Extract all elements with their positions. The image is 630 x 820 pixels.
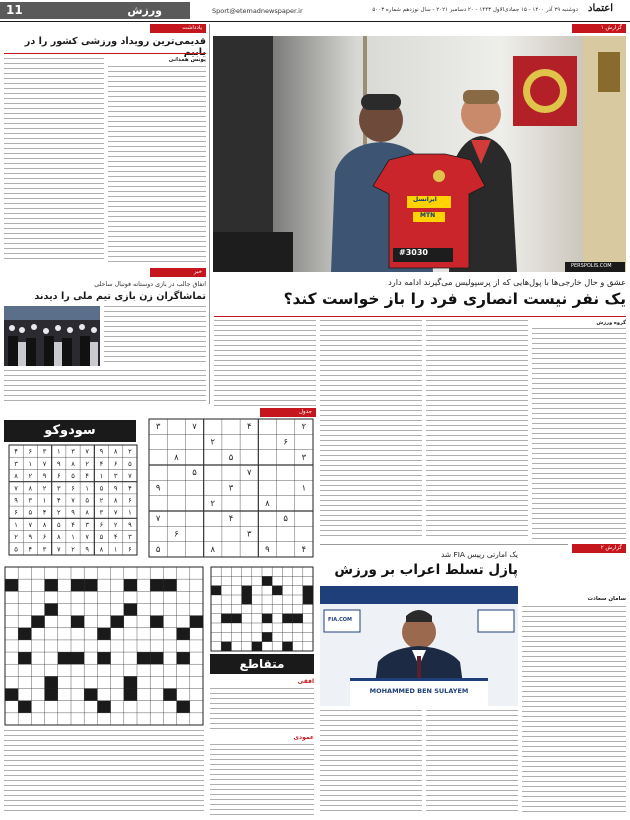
sudoku-digit: ۶ bbox=[56, 472, 61, 481]
main-body-col-4 bbox=[214, 320, 316, 406]
sudoku-digit: ۹ bbox=[85, 545, 90, 554]
sudoku-digit: ۷ bbox=[113, 508, 118, 517]
news-kicker: اتفاق جالب در بازی دوستانه فوتبال ساحلی bbox=[94, 281, 206, 288]
sudoku-digit: ۳ bbox=[14, 459, 18, 468]
sudoku-digit: ۴ bbox=[28, 545, 33, 554]
second-body-col-b bbox=[320, 710, 422, 814]
sudoku-digit: ۱ bbox=[113, 545, 118, 554]
crossword-black-cell bbox=[190, 616, 203, 628]
crossword-black-cell bbox=[252, 642, 262, 651]
crossword-black-cell bbox=[303, 586, 313, 595]
sudoku-digit: ۵ bbox=[99, 484, 104, 493]
crossword-black-cell bbox=[282, 642, 292, 651]
sudoku-digit: ۲ bbox=[99, 496, 104, 505]
sudoku-digit: ۶ bbox=[174, 528, 179, 539]
sudoku-digit: ۸ bbox=[85, 508, 90, 517]
sudoku-digit: ۳ bbox=[85, 520, 90, 529]
crossword-black-cell bbox=[137, 652, 150, 664]
sudoku-digit: ۱ bbox=[85, 484, 90, 493]
sudoku-digit: ۸ bbox=[99, 545, 104, 554]
memo-headline bbox=[4, 36, 206, 52]
sudoku-digit: ۵ bbox=[14, 545, 18, 554]
crossword-black-cell bbox=[150, 652, 163, 664]
sudoku-digit: ۱ bbox=[56, 447, 61, 456]
crossword-black-cell bbox=[231, 614, 241, 623]
crossword-black-cell bbox=[45, 689, 58, 701]
crossword-title: متقاطع bbox=[239, 657, 285, 671]
sudoku-puzzle-lines bbox=[148, 418, 314, 558]
main-photo bbox=[213, 36, 626, 272]
crossword-black-cell bbox=[177, 628, 190, 640]
main-headline-rule bbox=[214, 316, 626, 317]
memo-tag: یادداشت bbox=[150, 24, 206, 33]
sudoku-digit: ۶ bbox=[42, 533, 47, 542]
crossword-black-cell bbox=[58, 652, 71, 664]
crossword-black-cell bbox=[124, 579, 137, 591]
sudoku-digit: ۶ bbox=[28, 447, 33, 456]
down-label: عمودی bbox=[293, 734, 314, 741]
crossword-black-cell bbox=[97, 652, 110, 664]
sudoku-digit: ۵ bbox=[128, 459, 132, 468]
sudoku-digit: ۸ bbox=[28, 484, 33, 493]
crossword-lines bbox=[4, 566, 204, 726]
crossword-title-bar bbox=[210, 654, 314, 674]
crossword-black-cell bbox=[31, 616, 44, 628]
sudoku-digit: ۹ bbox=[28, 533, 33, 542]
crossword-black-cell bbox=[71, 579, 84, 591]
sudoku-digit: ۲ bbox=[85, 459, 90, 468]
sudoku-digit: ۷ bbox=[155, 513, 161, 524]
football-desk-label: گروه ورزش bbox=[596, 320, 626, 326]
sudoku-digit: ۲ bbox=[56, 508, 61, 517]
crossword-black-cell bbox=[221, 642, 231, 651]
sudoku-digit: ۲ bbox=[28, 472, 33, 481]
crossword-black-cell bbox=[150, 579, 163, 591]
masthead bbox=[0, 0, 630, 22]
sudoku-digit: ۱ bbox=[71, 533, 75, 542]
sudoku-digit: ۵ bbox=[228, 451, 234, 462]
memo-headline-text: قدیمی‌ترین رویداد ورزشی کشور را در bbox=[24, 36, 206, 47]
page-number: 11 bbox=[6, 3, 23, 17]
news-body bbox=[4, 370, 206, 402]
photo-credit: PERSPOLIS.COM bbox=[571, 263, 612, 269]
sudoku-digit: ۴ bbox=[113, 533, 118, 542]
sudoku-digit: ۳ bbox=[28, 496, 33, 505]
newspaper-logo: اعتماد bbox=[588, 3, 614, 14]
memo-divider bbox=[4, 53, 206, 54]
sudoku-digit: ۳ bbox=[99, 508, 104, 517]
sudoku-digit: ۲ bbox=[71, 545, 75, 554]
sudoku-digit: ۳ bbox=[246, 528, 252, 539]
crossword-black-cell bbox=[177, 701, 190, 713]
second-photo bbox=[320, 586, 518, 706]
main-body-col-3 bbox=[320, 320, 422, 540]
sudoku-digit: ۴ bbox=[42, 508, 47, 517]
sudoku-digit: ۴ bbox=[228, 513, 234, 524]
sudoku-digit: ۳ bbox=[42, 545, 47, 554]
sudoku-digit: ۶ bbox=[128, 545, 132, 554]
crossword-black-cell bbox=[242, 595, 252, 604]
sudoku-digit: ۵ bbox=[28, 508, 33, 517]
crossword-black-cell bbox=[150, 616, 163, 628]
sudoku-digit: ۸ bbox=[42, 520, 47, 529]
report-two-tag: گزارش ۲ bbox=[572, 544, 626, 553]
sudoku-digit: ۵ bbox=[85, 496, 90, 505]
sudoku-digit: ۷ bbox=[28, 520, 33, 529]
sudoku-digit: ۹ bbox=[14, 496, 18, 505]
sudoku-digit: ۱ bbox=[14, 520, 18, 529]
crossword-black-cell bbox=[262, 632, 272, 641]
sudoku-digit: ۷ bbox=[56, 545, 61, 554]
second-kicker: یک امارتی رییس FIA شد bbox=[441, 550, 518, 559]
crossword-black-cell bbox=[45, 579, 58, 591]
crossword-black-cell bbox=[45, 676, 58, 688]
sudoku-digit: ۷ bbox=[42, 459, 47, 468]
news-headline: تماشاگران زن بازی تیم ملی را دیدند bbox=[34, 291, 206, 302]
across-clues bbox=[210, 688, 314, 730]
sudoku-digit: ۸ bbox=[174, 451, 179, 462]
sudoku-digit: ۴ bbox=[14, 447, 18, 456]
sudoku-digit: ۲ bbox=[301, 421, 307, 432]
sudoku-digit: ۶ bbox=[71, 484, 75, 493]
sudoku-digit: ۹ bbox=[113, 484, 118, 493]
sudoku-digit: ۲ bbox=[128, 447, 132, 456]
crossword-black-cell bbox=[18, 652, 31, 664]
sudoku-digit: ۱ bbox=[28, 459, 33, 468]
sudoku-digit: ۲ bbox=[210, 497, 216, 508]
crossword-black-cell bbox=[5, 579, 18, 591]
crossword-black-cell bbox=[303, 595, 313, 604]
sudoku-digit: ۲ bbox=[210, 436, 216, 447]
crossword-black-cell bbox=[282, 614, 292, 623]
crossword-black-cell bbox=[97, 628, 110, 640]
sudoku-digit: ۲ bbox=[42, 484, 47, 493]
crossword-black-cell bbox=[124, 603, 137, 615]
crossword-black-cell bbox=[71, 616, 84, 628]
crossword-black-cell bbox=[177, 652, 190, 664]
sudoku-digit: ۶ bbox=[128, 496, 132, 505]
sudoku-solution-grid bbox=[8, 444, 138, 556]
crossword-black-cell bbox=[262, 614, 272, 623]
news-photo bbox=[4, 306, 100, 366]
sudoku-digit: ۹ bbox=[99, 447, 104, 456]
sudoku-digit: ۲ bbox=[113, 520, 118, 529]
main-body-col-1 bbox=[532, 328, 626, 540]
crossword-black-cell bbox=[84, 689, 97, 701]
section-title: ورزش bbox=[127, 4, 162, 17]
jersey-sponsor: ایرانسل bbox=[413, 196, 437, 203]
sudoku-puzzle-grid bbox=[148, 418, 314, 558]
sudoku-digit: ۷ bbox=[71, 496, 75, 505]
puzzle-tag: جدول bbox=[260, 408, 316, 417]
main-body-col-2 bbox=[426, 320, 528, 540]
sudoku-digit: ۸ bbox=[210, 543, 216, 554]
column-divider-left bbox=[209, 24, 210, 404]
sudoku-digit: ۳ bbox=[228, 482, 234, 493]
crossword-preview-lines bbox=[210, 566, 314, 652]
players-holding-jersey-image bbox=[213, 36, 626, 272]
sudoku-digit: ۸ bbox=[113, 496, 118, 505]
sudoku-digit: ۹ bbox=[42, 472, 47, 481]
crossword-black-cell bbox=[293, 614, 303, 623]
sudoku-digit: ۳ bbox=[71, 447, 75, 456]
second-body-col-a bbox=[426, 710, 518, 814]
issue-line: دوشنبه ۲۹ آذر ۱۴۰۰ - ۱۵ جمادی‌الاول ۱۴۴۳ - ۲۰ دسامبر ۲۰۲۱ - سال نوزدهم شماره ۵۰۰۳ bbox=[372, 7, 578, 13]
memo-body-right bbox=[108, 66, 206, 262]
crossword-black-cell bbox=[71, 652, 84, 664]
sudoku-digit: ۸ bbox=[14, 472, 18, 481]
second-side-column bbox=[522, 606, 626, 814]
memo-author: یونس همدانی bbox=[168, 57, 206, 63]
sudoku-digit: ۶ bbox=[99, 520, 104, 529]
crossword-answers bbox=[4, 730, 204, 814]
section-block bbox=[0, 2, 190, 19]
jersey-mtn: MTN bbox=[420, 212, 436, 219]
sudoku-digit: ۳ bbox=[113, 472, 118, 481]
crossword-black-cell bbox=[211, 586, 221, 595]
crossword-black-cell bbox=[18, 701, 31, 713]
sudoku-digit: ۷ bbox=[192, 421, 197, 432]
sudoku-digit: ۹ bbox=[56, 459, 61, 468]
sudoku-digit: ۳ bbox=[155, 421, 161, 432]
photo-caption: MOHAMMED BEN SULAYEM bbox=[369, 687, 469, 695]
sudoku-digit: ۹ bbox=[265, 543, 270, 554]
photo-fia-text: FIA.COM bbox=[328, 617, 353, 623]
sudoku-digit: ۵ bbox=[56, 520, 61, 529]
second-headline: پازل تسلط اعراب بر ورزش bbox=[334, 562, 518, 578]
jersey-code: #3030 bbox=[399, 248, 428, 257]
story-divider bbox=[320, 544, 568, 545]
sudoku-digit: ۴ bbox=[301, 543, 307, 554]
crossword-black-cell bbox=[262, 576, 272, 585]
crossword-grid bbox=[4, 566, 204, 726]
stadium-crowd-image bbox=[4, 306, 100, 366]
sudoku-digit: ۸ bbox=[56, 533, 61, 542]
sudoku-digit: ۷ bbox=[128, 472, 132, 481]
sudoku-digit: ۱ bbox=[301, 482, 307, 493]
sudoku-digit: ۷ bbox=[246, 467, 252, 478]
sudoku-digit: ۸ bbox=[113, 447, 118, 456]
main-kicker: عشق و حال خارجی‌ها با پول‌هایی که از پرسپولیس می‌گیرند ادامه دارد bbox=[388, 277, 626, 287]
crossword-black-cell bbox=[163, 579, 176, 591]
crossword-black-cell bbox=[5, 689, 18, 701]
sudoku-digit: ۴ bbox=[71, 520, 75, 529]
news-tag: خبر bbox=[150, 268, 206, 277]
sudoku-digit: ۱ bbox=[99, 472, 104, 481]
sudoku-digit: ۶ bbox=[14, 508, 18, 517]
sudoku-digit: ۳ bbox=[42, 447, 47, 456]
crossword-black-cell bbox=[45, 603, 58, 615]
sudoku-digit: ۷ bbox=[14, 484, 18, 493]
sudoku-digit: ۸ bbox=[265, 497, 270, 508]
crossword-black-cell bbox=[221, 614, 231, 623]
sudoku-digit: ۵ bbox=[283, 513, 288, 524]
sudoku-digit: ۵ bbox=[71, 472, 75, 481]
sudoku-digit: ۳ bbox=[128, 533, 132, 542]
crossword-black-cell bbox=[84, 579, 97, 591]
crossword-black-cell bbox=[272, 586, 282, 595]
crossword-black-cell bbox=[18, 628, 31, 640]
sudoku-digit: ۲ bbox=[14, 533, 18, 542]
sudoku-digit: ۹ bbox=[155, 482, 161, 493]
crossword-black-cell bbox=[97, 701, 110, 713]
sudoku-digit: ۱ bbox=[42, 496, 47, 505]
crossword-black-cell bbox=[124, 676, 137, 688]
crossword-black-cell bbox=[242, 586, 252, 595]
sudoku-digit: ۴ bbox=[99, 459, 104, 468]
crossword-preview-grid bbox=[210, 566, 314, 652]
sudoku-digit: ۶ bbox=[113, 459, 118, 468]
sudoku-solution-lines bbox=[8, 444, 138, 556]
sudoku-digit: ۴ bbox=[128, 484, 132, 493]
sudoku-digit: ۴ bbox=[85, 472, 90, 481]
sudoku-digit: ۹ bbox=[71, 508, 75, 517]
sudoku-digit: ۱ bbox=[128, 508, 132, 517]
down-clues bbox=[210, 744, 314, 816]
sudoku-digit: ۹ bbox=[128, 520, 132, 529]
report-one-tag: گزارش ۱ bbox=[572, 24, 626, 33]
small-author: سامان سعادت bbox=[587, 596, 626, 602]
email-address: Sport@etemadnewspaper.ir bbox=[212, 7, 303, 15]
sudoku-digit: ۷ bbox=[85, 533, 90, 542]
memo-body-left bbox=[4, 58, 104, 262]
sudoku-title: سودوکو bbox=[44, 423, 96, 438]
crossword-black-cell bbox=[163, 689, 176, 701]
sudoku-digit: ۳ bbox=[301, 451, 307, 462]
sudoku-digit: ۸ bbox=[71, 459, 75, 468]
sudoku-digit: ۶ bbox=[283, 436, 288, 447]
main-headline: یک نفر نیست انصاری فرد را باز خواست کند؟ bbox=[283, 290, 626, 308]
news-body-beside-photo bbox=[104, 306, 206, 366]
sudoku-digit: ۷ bbox=[85, 447, 90, 456]
sudoku-title-bar bbox=[4, 420, 136, 442]
crossword-black-cell bbox=[111, 616, 124, 628]
crossword-black-cell bbox=[124, 689, 137, 701]
sudoku-digit: ۵ bbox=[155, 543, 161, 554]
sudoku-digit: ۵ bbox=[192, 467, 197, 478]
sudoku-digit: ۴ bbox=[246, 421, 252, 432]
across-label: افقی bbox=[297, 678, 314, 685]
sudoku-digit: ۴ bbox=[56, 496, 61, 505]
sudoku-digit: ۵ bbox=[99, 533, 104, 542]
sudoku-digit: ۳ bbox=[56, 484, 61, 493]
